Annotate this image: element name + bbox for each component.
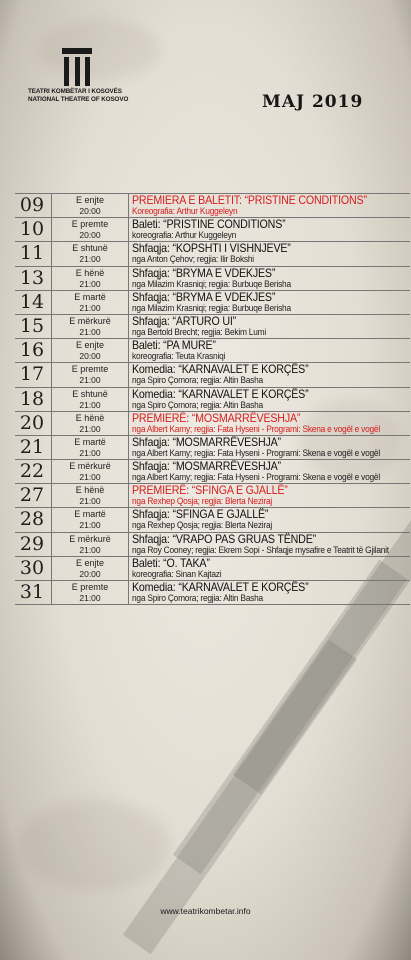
event-weekday: E enjte (75, 195, 105, 205)
event-time: 21:00 (79, 278, 101, 289)
event-title: PREMIERË: “MOSMARRËVESHJA” (132, 411, 301, 425)
column-divider (128, 267, 129, 290)
event-weekday: E shtunë (72, 243, 108, 254)
event-title: Baleti: “O. TAKA” (132, 556, 210, 570)
schedule-row (15, 362, 410, 386)
event-day-number: 21 (19, 435, 45, 458)
event-day-number: 27 (19, 484, 45, 507)
event-weekday: E hënë (75, 412, 105, 423)
event-time: 21:00 (79, 302, 101, 313)
event-title: Baleti: “PRISTINE CONDITIONS” (132, 218, 286, 232)
event-time: 21:00 (79, 375, 101, 386)
event-credits: nga Bertold Brecht; regjia: Bekim Lumi (132, 326, 266, 337)
column-divider (128, 218, 129, 241)
event-title: Shfaqja: “BRYMA E VDEKJES” (132, 290, 276, 304)
event-day-number: 31 (19, 581, 45, 603)
event-day-number: 18 (19, 387, 45, 410)
event-day-number: 17 (19, 363, 45, 386)
event-day-number: 16 (19, 339, 45, 362)
schedule-row (15, 217, 410, 241)
schedule-row (15, 556, 410, 580)
schedule-row (15, 338, 410, 362)
column-divider (128, 412, 129, 435)
event-credits: nga Rexhep Qosja; regjia: Blerta Neziraj (132, 496, 273, 507)
event-title: Komedia: “KARNAVALET E KORÇËS” (132, 581, 309, 594)
event-title: Shfaqja: “MOSMARRËVESHJA” (132, 460, 281, 474)
column-divider (128, 242, 129, 265)
column-divider (128, 460, 129, 483)
event-credits: koreografia: Sinan Kajtazi (132, 568, 222, 579)
website-url[interactable]: www.teatrikombetar.info (160, 906, 251, 916)
event-credits: Koreografia: Arthur Kuggeleyn (132, 206, 238, 216)
column-divider (128, 388, 129, 411)
event-credits: nga Spiro Çomora; regjia: Altin Basha (132, 593, 263, 603)
schedule-row (15, 411, 410, 435)
event-day-number: 10 (19, 218, 45, 241)
event-day-number: 29 (19, 532, 45, 555)
schedule-table (15, 193, 410, 605)
event-time: 20:00 (79, 230, 101, 241)
event-weekday: E mërkurë (69, 533, 111, 544)
event-title: PREMIERË: “SFINGA E GJALLË” (132, 484, 288, 498)
column-divider (128, 315, 129, 338)
event-time: 21:00 (79, 326, 101, 337)
month-title: MAJ 2019 (262, 92, 364, 112)
event-day-number: 30 (19, 556, 45, 579)
event-weekday: E mërkurë (69, 461, 111, 472)
event-credits: nga Albert Kamy; regjia: Fata Hyseni - Programi: Skena e vogël e vogël (132, 423, 380, 434)
event-time: 21:00 (79, 472, 101, 483)
event-time: 20:00 (79, 351, 101, 362)
paper-stain (20, 800, 170, 890)
schedule-row (15, 290, 410, 314)
column-divider (128, 533, 129, 556)
event-weekday: E enjte (75, 557, 105, 568)
event-title: Shfaqja: “VRAPO PAS GRUAS TËNDE” (132, 532, 316, 546)
event-day-number: 22 (19, 460, 45, 483)
event-weekday: E martë (74, 509, 106, 520)
event-title: Shfaqja: “KOPSHTI I VISHNJEVE” (132, 242, 291, 256)
event-time: 21:00 (79, 496, 101, 507)
event-day-number: 13 (19, 266, 45, 289)
event-time: 21:00 (79, 399, 101, 410)
event-day-number: 09 (19, 194, 45, 216)
org-name-albanian: TEATRI KOMBËTAR I KOSOVËS (28, 88, 122, 95)
event-title: Komedia: “KARNAVALET E KORÇËS” (132, 387, 309, 401)
organization-name (28, 88, 128, 104)
schedule-row (15, 580, 410, 605)
column-divider (128, 484, 129, 507)
event-title: Shfaqja: “ARTURO UI” (132, 314, 237, 328)
event-weekday: E martë (74, 291, 106, 302)
schedule-row (15, 266, 410, 290)
theatre-logo-icon (62, 48, 92, 86)
event-day-number: 11 (19, 242, 45, 265)
event-time: 21:00 (79, 593, 101, 603)
event-credits: nga Spiro Çomora; regjia: Altin Basha (132, 399, 263, 410)
event-credits: nga Milazim Krasniqi; regjia: Burbuqe Berisha (132, 278, 291, 289)
event-day-number: 14 (19, 290, 45, 313)
event-weekday: E enjte (75, 340, 105, 351)
event-time: 20:00 (79, 206, 101, 216)
event-title: Shfaqja: “BRYMA E VDEKJES” (132, 266, 276, 280)
column-divider (128, 436, 129, 459)
event-weekday: E hënë (75, 267, 105, 278)
event-credits: nga Rexhep Qosja; regjia: Blerta Neziraj (132, 520, 273, 531)
event-title: Baleti: “PA MURE” (132, 339, 216, 353)
schedule-row (15, 241, 410, 265)
event-credits: nga Milazim Krasniqi; regjia: Burbuqe Berisha (132, 302, 291, 313)
schedule-row (15, 507, 410, 531)
column-divider (128, 508, 129, 531)
event-time: 21:00 (79, 254, 101, 265)
event-weekday: E mërkurë (69, 315, 111, 326)
event-time: 21:00 (79, 447, 101, 458)
event-weekday: E hënë (75, 485, 105, 496)
event-credits: koreografia: Teuta Krasniqi (132, 351, 226, 362)
schedule-row (15, 483, 410, 507)
event-weekday: E premte (71, 364, 109, 375)
schedule-row (15, 387, 410, 411)
event-day-number: 20 (19, 411, 45, 434)
column-divider (128, 363, 129, 386)
event-weekday: E premte (71, 582, 109, 592)
column-divider (128, 581, 129, 604)
event-weekday: E premte (71, 219, 109, 230)
event-title: Shfaqja: “MOSMARRËVESHJA” (132, 435, 281, 449)
event-title: PREMIERA E BALETIT: “PRISTINE CONDITIONS” (132, 194, 367, 207)
column-divider (128, 291, 129, 314)
event-title: Shfaqja: “SFINGA E GJALLË” (132, 508, 269, 522)
event-day-number: 28 (19, 508, 45, 531)
event-credits: nga Spiro Çomora; regjia: Altin Basha (132, 375, 263, 386)
event-credits: koreografia: Arthur Kuggeleyn (132, 230, 237, 241)
event-credits: nga Albert Kamy; regjia: Fata Hyseni - Programi: Skena e vogël e vogël (132, 447, 380, 458)
paper-stain (40, 20, 160, 80)
schedule-row (15, 314, 410, 338)
schedule-row (15, 193, 410, 217)
event-credits: nga Anton Çehov; regjia: Ilir Bokshi (132, 254, 254, 265)
event-credits: nga Albert Kamy; regjia: Fata Hyseni - Programi: Skena e vogël e vogël (132, 472, 380, 483)
org-name-english: NATIONAL THEATRE OF KOSOVO (28, 96, 129, 103)
event-weekday: E martë (74, 436, 106, 447)
schedule-row (15, 435, 410, 459)
event-title: Komedia: “KARNAVALET E KORÇËS” (132, 363, 309, 377)
event-time: 20:00 (79, 568, 101, 579)
schedule-row (15, 459, 410, 483)
column-divider (128, 194, 129, 217)
event-day-number: 15 (19, 314, 45, 337)
event-time: 21:00 (79, 544, 101, 555)
event-time: 21:00 (79, 520, 101, 531)
column-divider (128, 557, 129, 580)
schedule-row (15, 532, 410, 556)
event-weekday: E shtunë (72, 388, 108, 399)
column-divider (128, 339, 129, 362)
event-credits: nga Roy Cooney; regjia: Ekrem Sopi - Shfaqje mysafire e Teatrit të Gjilanit (132, 544, 389, 555)
event-time: 21:00 (79, 423, 101, 434)
